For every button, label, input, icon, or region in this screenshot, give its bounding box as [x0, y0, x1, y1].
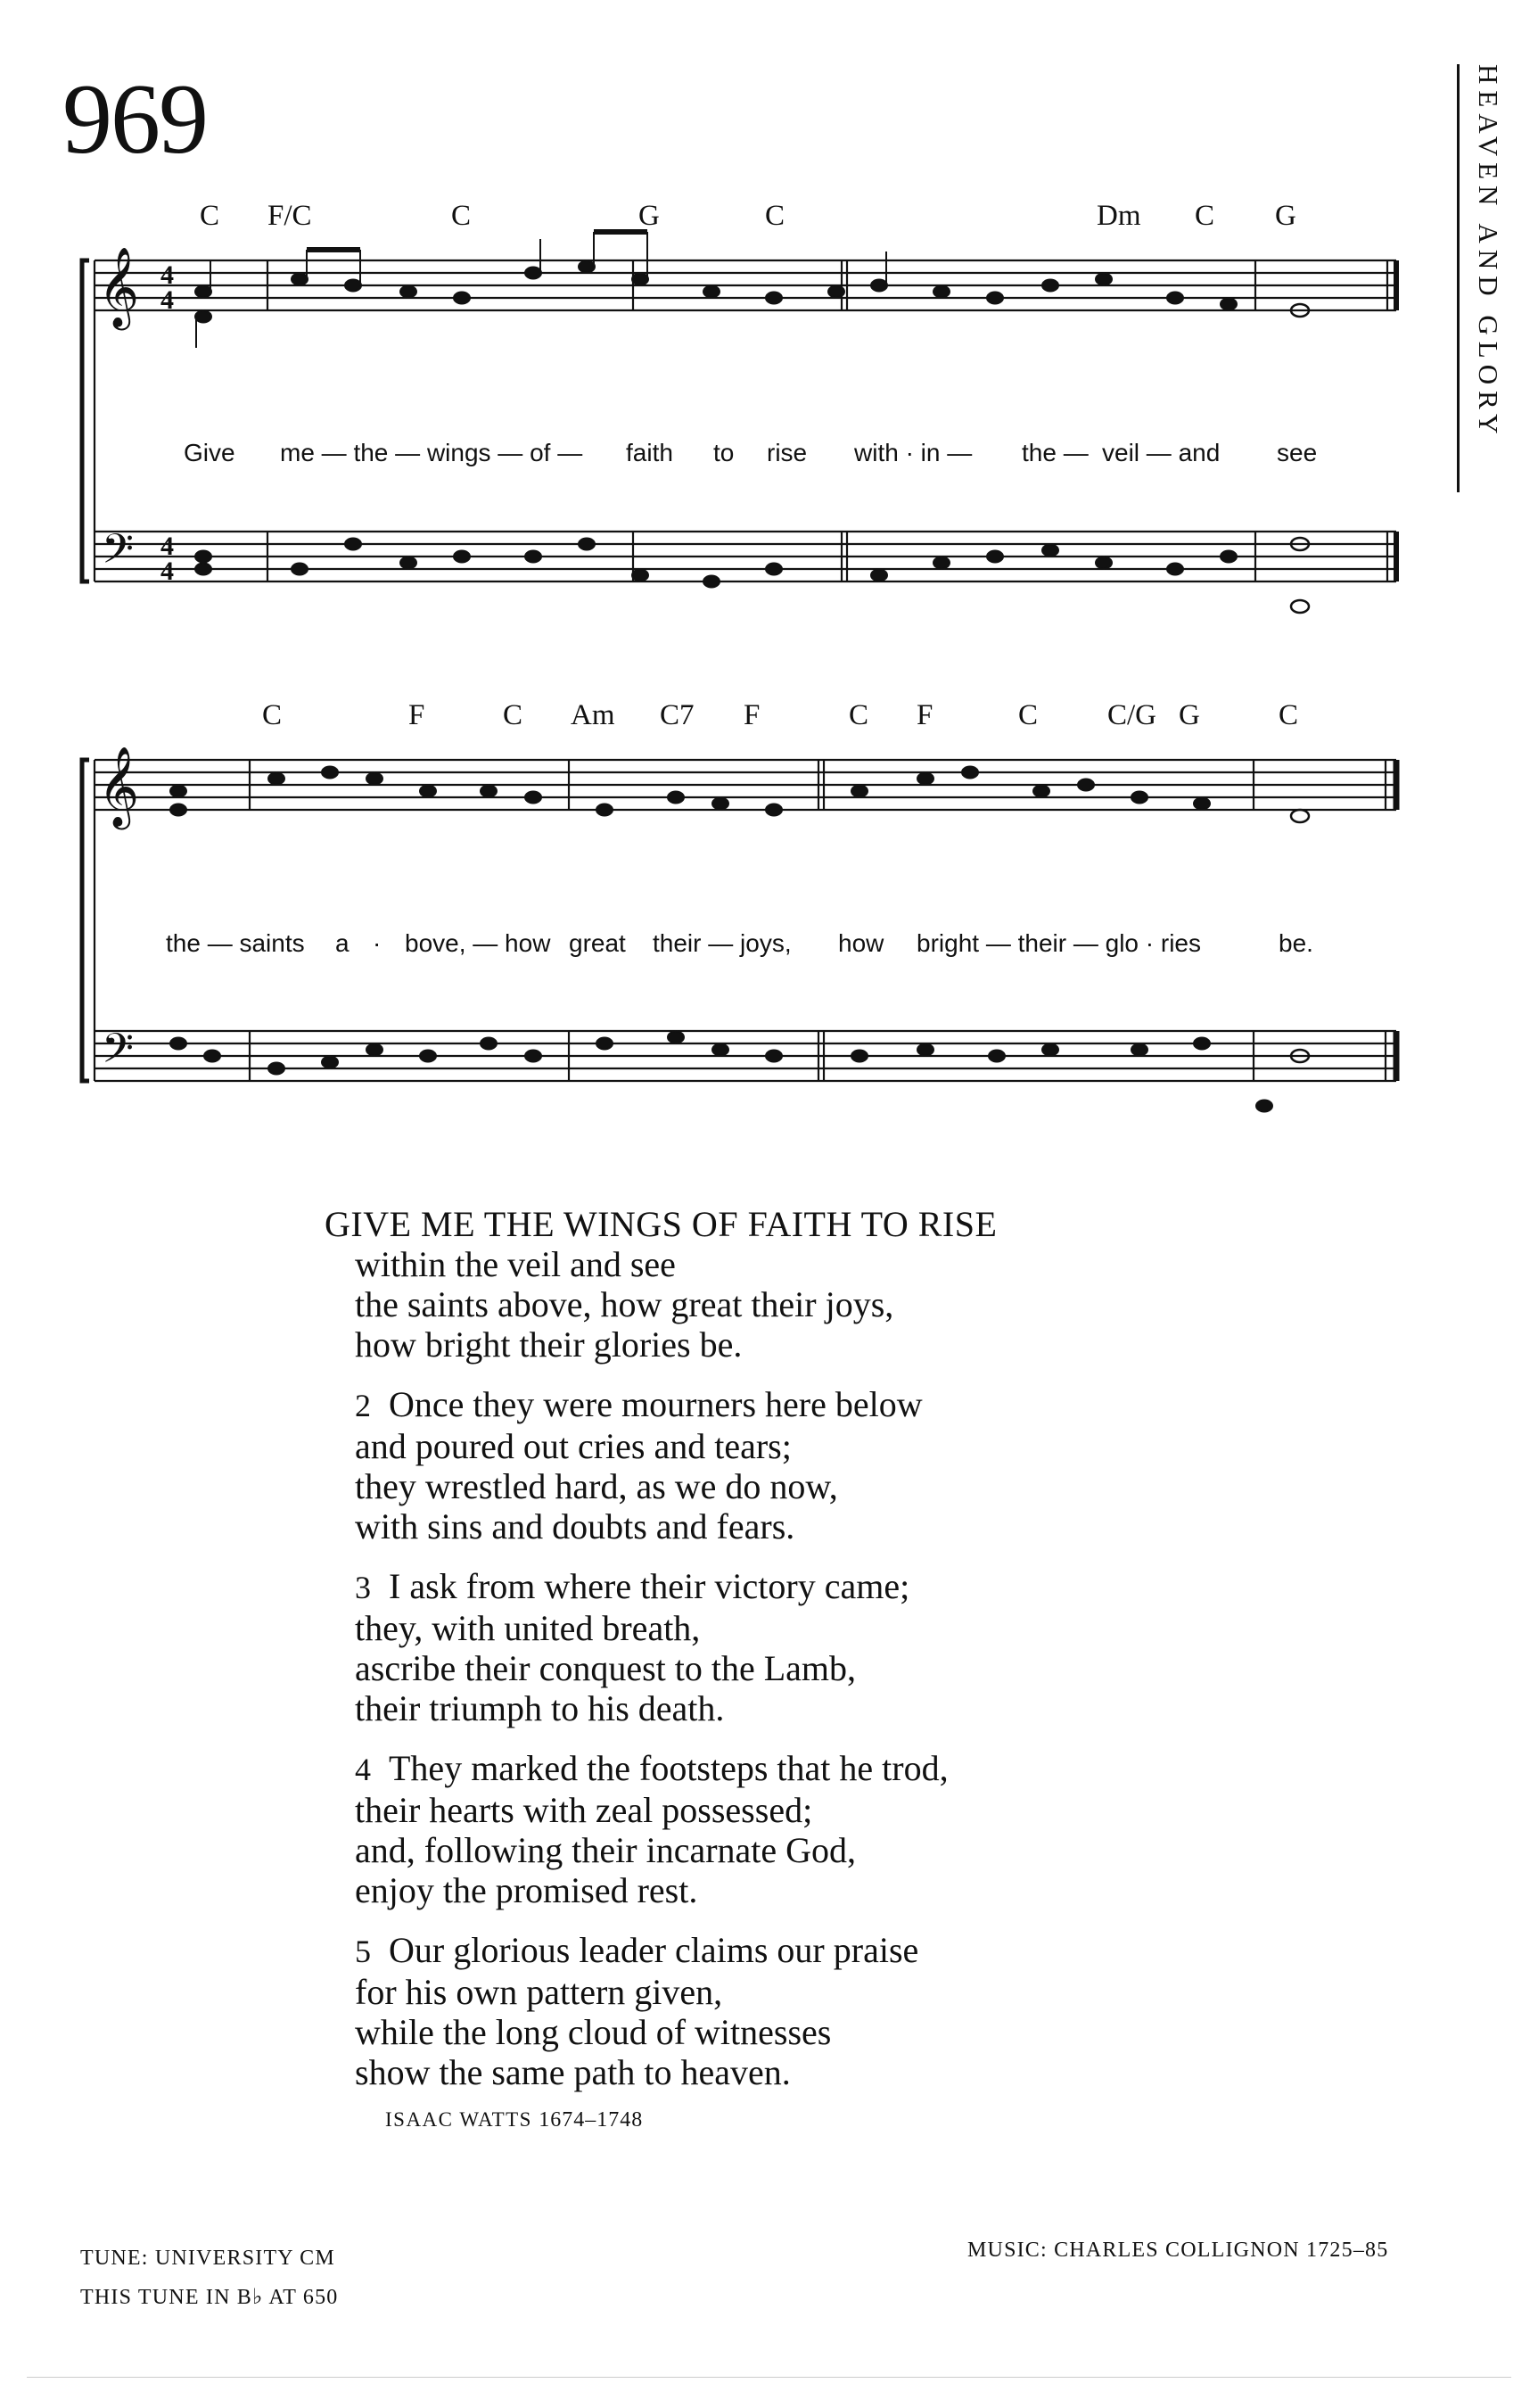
chord: C	[503, 699, 523, 731]
verse-line: GIVE ME THE WINGS OF FAITH TO RISE	[325, 1204, 998, 1244]
chord: F	[744, 699, 761, 731]
lyric: ·	[373, 929, 382, 957]
staff-notation-1	[70, 196, 1400, 642]
lyric: veil — and	[1102, 439, 1221, 466]
chord: C	[1279, 699, 1299, 731]
lyric: Give	[184, 439, 235, 466]
verse-number: 4	[355, 1752, 371, 1787]
chord: Am	[571, 699, 615, 731]
svg-text:4: 4	[160, 260, 174, 290]
svg-text:𝄞: 𝄞	[98, 247, 140, 327]
verse-line: ascribe their conquest to the Lamb,	[355, 1648, 857, 1688]
verse-line: while the long cloud of witnesses	[355, 2012, 832, 2052]
author-years: 1674–1748	[539, 2108, 644, 2132]
chord: C7	[660, 699, 695, 731]
lyric: me — the — wings — of —	[280, 439, 583, 466]
chord: F	[408, 699, 425, 731]
verse-line: show the same path to heaven.	[355, 2052, 791, 2092]
chord: Dm	[1097, 200, 1141, 232]
music-credit	[967, 2239, 1388, 2263]
svg-text:4: 4	[160, 532, 174, 561]
verse-number: 5	[355, 1934, 371, 1969]
verse-3	[355, 1566, 1157, 1728]
chord: G	[1275, 200, 1296, 232]
verse-line: how bright their glories be.	[355, 1324, 743, 1365]
verse-line: enjoy the promised rest.	[355, 1870, 698, 1910]
chord: F/C	[267, 200, 312, 232]
hymn-number: 969	[62, 64, 207, 175]
chord: C/G	[1107, 699, 1157, 731]
lyric: the —	[1022, 439, 1089, 466]
music-system-1	[70, 196, 1400, 642]
verse-line: Once they were mourners here below	[389, 1384, 923, 1424]
chord: C	[1195, 200, 1215, 232]
lyric: be.	[1279, 929, 1313, 957]
verse-line: the saints above, how great their joys,	[355, 1284, 894, 1324]
author-credit	[385, 2108, 643, 2132]
verse-2	[355, 1384, 1157, 1546]
music-system-2	[70, 696, 1400, 1142]
lyric: great	[569, 929, 626, 957]
verse-line: and, following their incarnate God,	[355, 1830, 857, 1870]
lyric: faith	[626, 439, 673, 466]
composer: MUSIC: CHARLES COLLIGNON	[967, 2239, 1300, 2262]
verse-line: Our glorious leader claims our praise	[389, 1930, 919, 1970]
verse-1	[325, 1204, 1157, 1365]
lyric: rise	[767, 439, 808, 466]
lyric: the — saints	[166, 929, 305, 957]
chord: G	[1179, 699, 1200, 731]
svg-text:𝄢: 𝄢	[102, 525, 135, 583]
verse-line: their triumph to his death.	[355, 1688, 725, 1728]
verse-line: and poured out cries and tears;	[355, 1426, 792, 1466]
lyric: with · in —	[854, 439, 973, 466]
verse-line: with sins and doubts and fears.	[355, 1506, 795, 1546]
page-edge-rule	[27, 2377, 1511, 2378]
section-title: HEAVEN AND GLORY	[1473, 64, 1504, 441]
lyric: bove, — how	[405, 929, 551, 957]
tune-info	[80, 2239, 339, 2317]
verse-line: I ask from where their victory came;	[389, 1566, 910, 1606]
lyric: a	[335, 929, 350, 957]
chord: C	[1018, 699, 1039, 731]
lyric: their — joys,	[653, 929, 792, 957]
chord: C	[849, 699, 869, 731]
verse-line: for his own pattern given,	[355, 1972, 723, 2012]
svg-text:𝄢: 𝄢	[102, 1025, 135, 1083]
tune-name: TUNE: UNIVERSITY CM	[80, 2247, 335, 2270]
chord: C	[451, 200, 472, 232]
verse-line: They marked the footsteps that he trod,	[389, 1748, 949, 1788]
verse-number: 3	[355, 1570, 371, 1605]
chord: G	[638, 200, 660, 232]
verse-line: within the veil and see	[355, 1244, 676, 1284]
lyric: see	[1277, 439, 1318, 466]
verse-4	[355, 1748, 1157, 1910]
alternate-key-note: THIS TUNE IN B♭ AT 650	[80, 2286, 339, 2309]
svg-text:4: 4	[160, 557, 174, 586]
composer-years: 1725–85	[1306, 2239, 1389, 2262]
lyric: bright — their — glo · ries	[917, 929, 1201, 957]
verse-line: they, with united breath,	[355, 1608, 701, 1648]
lyric: how	[838, 929, 884, 957]
svg-text:4: 4	[160, 285, 174, 315]
lyric: to	[713, 439, 735, 466]
chord: C	[262, 699, 283, 731]
section-title-tab	[1457, 64, 1504, 492]
staff-notation-2	[70, 696, 1400, 1142]
verse-5	[355, 1930, 1157, 2092]
svg-text:𝄞: 𝄞	[98, 746, 140, 827]
verse-line: their hearts with zeal possessed;	[355, 1790, 813, 1830]
author-name: ISAAC WATTS	[385, 2108, 532, 2131]
chord: C	[765, 200, 785, 232]
chord: C	[200, 200, 220, 232]
verses	[325, 1204, 1157, 2112]
verse-number: 2	[355, 1388, 371, 1423]
verse-line: they wrestled hard, as we do now,	[355, 1466, 838, 1506]
chord: F	[917, 699, 933, 731]
